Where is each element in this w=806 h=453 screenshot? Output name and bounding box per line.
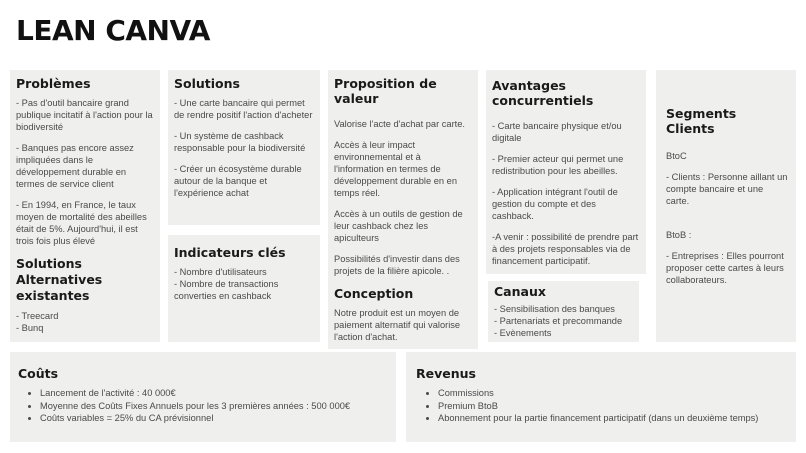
indicateurs-heading: Indicateurs clés [174, 245, 286, 260]
segments-block [656, 70, 796, 342]
proposition-item: Possibilités d'investir dans des projets de la filière apicole. . [334, 254, 460, 276]
column-avantages [486, 70, 646, 342]
column-problemes [10, 70, 160, 342]
canaux-item: - Evènements [494, 328, 552, 338]
segments-heading: Segments Clients [666, 106, 737, 136]
revenus-list [416, 387, 786, 425]
alternatives-heading: Solutions Alternatives existantes [16, 256, 103, 303]
proposition-heading: Proposition de valeur [334, 76, 437, 106]
problemes-item: - Pas d'outil bancaire grand publique incitatif à l'action pour la biodiversité [16, 98, 153, 132]
problemes-block [10, 70, 160, 342]
segments-item: BtoB : [666, 230, 692, 240]
couts-item: • Moyenne des Coûts Fixes Annuels pour les 3 premières années : 500 000€ [40, 400, 388, 413]
alternatives-section [16, 256, 154, 334]
couts-item: • Coûts variables = 25% du CA prévisionnel [40, 412, 388, 425]
revenus-item: • Abonnement pour la partie financement participatif (dans un deuxième temps) [438, 412, 786, 425]
couts-block [10, 352, 396, 442]
canaux-item: - Sensibilisation des banques [494, 304, 615, 314]
problemes-item: - Banques pas encore assez impliquées dans le développement durable en termes de service client [16, 143, 134, 189]
segments-item: BtoC [666, 151, 687, 161]
revenus-item: • Premium BtoB [438, 400, 786, 413]
indicateurs-block [168, 235, 320, 342]
indicateurs-item: - Nombre de transactions converties en cashback [174, 279, 279, 301]
canaux-item: - Partenariats et precommande [494, 316, 623, 326]
conception-section [334, 286, 472, 343]
segments-item: - Entreprises : Elles pourront proposer cette cartes à leurs collaborateurs. [666, 251, 784, 285]
avantages-item: -A venir : possibilité de prendre part à des projets responsables via de financement participatif. [492, 232, 639, 266]
solutions-block [168, 70, 320, 225]
avantages-item: - Premier acteur qui permet une redistribution pour les abeilles. [492, 154, 624, 176]
solutions-item: - Une carte bancaire qui permet de rendre positif l'action d'acheter [174, 98, 313, 120]
proposition-item: Valorise l'acte d'achat par carte. [334, 119, 466, 129]
avantages-item: - Application intégrant l'outil de gestion du compte et des cashback. [492, 187, 618, 221]
page-title: LEAN CANVA [16, 14, 210, 47]
avantages-item: - Carte bancaire physique et/ou digitale [492, 121, 622, 143]
problemes-item: - En 1994, en France, le taux moyen de mortalité des abeilles était de 5%. Aujourd'hui, il est trois fois plus élevé [16, 200, 147, 246]
column-solutions [168, 70, 320, 342]
indicateurs-item: - Nombre d'utilisateurs [174, 267, 267, 277]
avantages-heading: Avantages concurrentiels [492, 78, 594, 108]
proposition-item: Accès à leur impact environnemental et à l'information en termes de développement durable en en temps réel. [334, 140, 458, 198]
conception-text: Notre produit est un moyen de paiement alternatif qui valorise l'action d'achat. [334, 308, 461, 342]
solutions-item: - Créer un écosystème durable autour de la banque et l'expérience achat [174, 164, 302, 198]
canaux-heading: Canaux [494, 284, 546, 299]
revenus-heading: Revenus [416, 366, 476, 381]
alternatives-item: - Treecard [16, 311, 59, 321]
couts-list [18, 387, 388, 425]
problemes-heading: Problèmes [16, 76, 91, 91]
column-segments [656, 70, 796, 342]
solutions-heading: Solutions [174, 76, 240, 91]
alternatives-item: - Bunq [16, 323, 44, 333]
proposition-item: Accès à un outils de gestion de leur cashback chez les apiculteurs [334, 209, 463, 243]
couts-heading: Coûts [18, 366, 59, 381]
conception-heading: Conception [334, 286, 414, 301]
column-proposition [328, 70, 478, 342]
proposition-block [328, 70, 478, 349]
segments-item: - Clients : Personne aillant un compte bancaire et une carte. [666, 172, 788, 206]
solutions-item: - Un système de cashback responsable pour la biodiversité [174, 131, 306, 153]
couts-item: • Lancement de l'activité : 40 000€ [40, 387, 388, 400]
avantages-block [486, 70, 646, 274]
revenus-block [406, 352, 796, 442]
canaux-block [488, 281, 639, 342]
revenus-item: • Commissions [438, 387, 786, 400]
